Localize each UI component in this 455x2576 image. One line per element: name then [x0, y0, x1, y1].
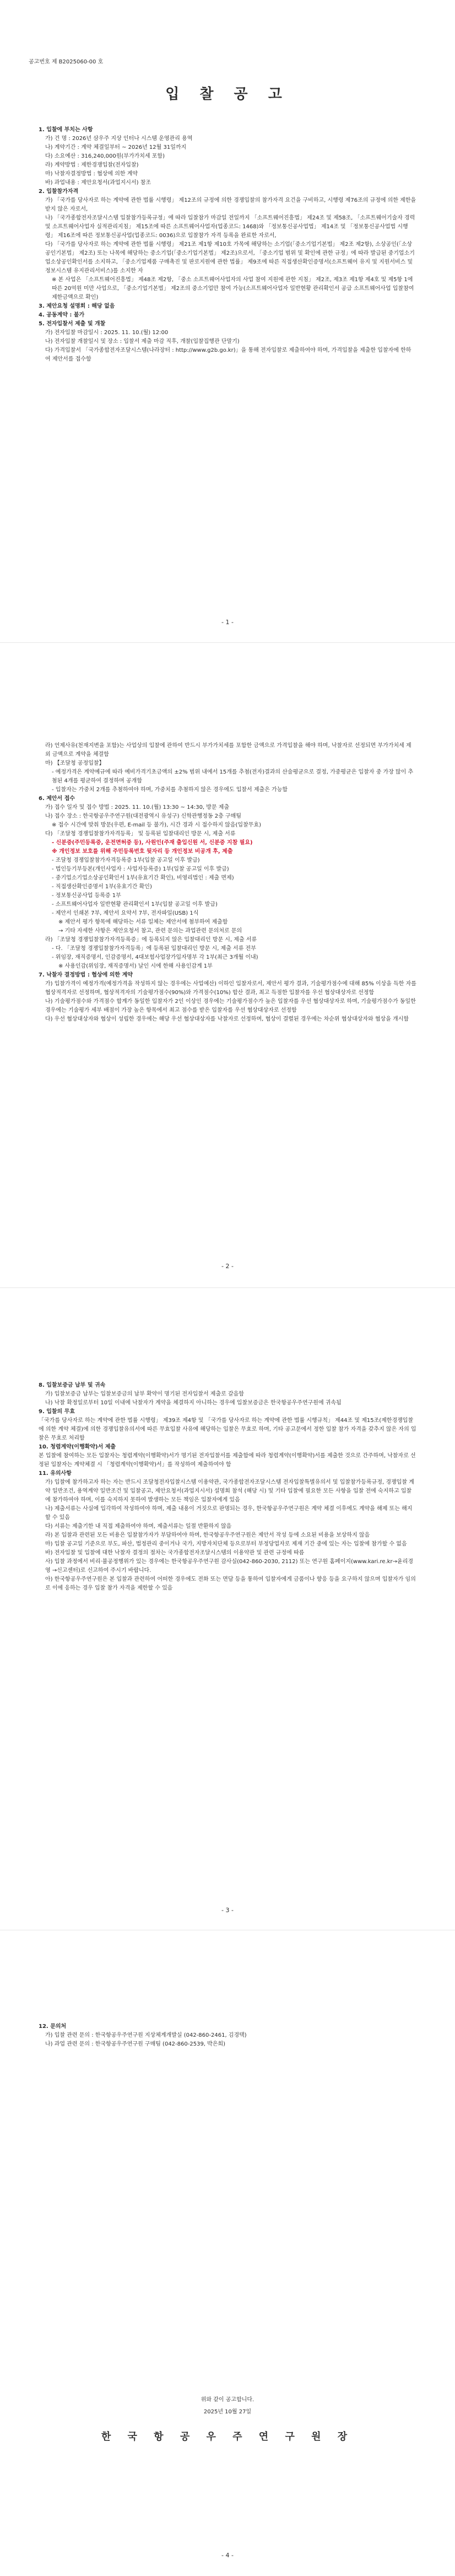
paragraph: 사) 입찰 과정에서 비리·불공정행위가 있는 경우에는 한국항공우주연구원 감사실(042-860-2030, 2112) 또는 연구원 홈페이지(www.kari.re.kr→윤리경영 →신고센터)로 신고하여 주시기 바랍니다. [45, 1559, 414, 1574]
paragraph: 나) 전자입찰 개찰일시 및 장소 : 입찰서 제출 마감 직후, 개찰(입찰집행관 단말기) [45, 339, 240, 345]
section-heading: 3. 제안요청 설명회 : 해당 없음 [39, 303, 115, 309]
paragraph: 가) 접수 일자 및 접수 방법 : 2025. 11. 10.(월) 13:30 ~ 14:30, 방문 제출 [45, 804, 230, 811]
paragraph: ※ 본 사업은 「소프트웨어진흥법」 제48조 제2항, 「중소 소프트웨어사업자의 사업 참여 지원에 관한 지침」 제2조, 제3조 제1항 제4호 및 제5항 1에 따른 20억원 미만 사업으로, 「중소기업기본법」 제2조의 중소기업만 참여 가능(소프트웨어사업자 일반현황 관리확인서 공급 소프트웨어사업 입찰참여 제한금액으로 확인) [52, 277, 414, 300]
paragraph: 나) 접수 장소 : 한국항공우주연구원(대전광역시 유성구) 신학관행정동 2층 구매팀 [45, 813, 241, 819]
paragraph: 가) 「국가를 당사자로 하는 계약에 관한 법률 시행령」 제12조의 규정에 의한 경쟁입찰의 참가자격 요건을 구비하고, 시행령 제76조의 규정에 의한 제한을 받지 않은 자로서, [45, 197, 416, 212]
page-number-2: - 2 - [221, 1263, 234, 1270]
document-title: 입 찰 공 고 [165, 86, 290, 103]
page-divider [0, 642, 455, 643]
paragraph: - 직접생산확인증명서 1부(유효기간 확인) [52, 884, 152, 890]
paragraph: - 입찰자는 가중치 2개를 추첨하여야 하며, 가중치를 추첨하지 않은 경우에도 입찰서 제출은 가능함 [52, 787, 288, 793]
paragraph: 마) 【조달청 공정입찰】 [45, 760, 105, 766]
paragraph: 나) 계약기간 : 계약 체결일부터 ~ 2026년 12월 31일까지 [45, 144, 187, 151]
paragraph: 「국가를 당사자로 하는 계약에 관한 법률 시행령」 제39조 제4항 및 「국가를 당사자로 하는 계약에 관한 법률 시행규칙」 제44조 및 제15조(제한경쟁입찰에 의한 계약 체결)에 의한 경쟁입찰유의서에 따른 무효입찰 사유에 해당하는 입찰은 무효로 하며, 기타 공고문에서 정한 입찰 참가 자격을 갖추지 않은 자의 입찰은 무효로 처리함 [39, 1418, 416, 1441]
page-divider [0, 1287, 455, 1288]
section-heading: 1. 입찰에 부치는 사항 [39, 127, 93, 133]
paragraph: 다) 우선 협상대상자와 협상이 성립한 경우에는 해당 우선 협상대상자를 낙찰자로 선정하며, 협상이 결렬된 경우에는 차순위 협상대상자와 협상을 개시함 [45, 1016, 409, 1022]
section-heading: 4. 공동계약 : 불가 [39, 312, 85, 318]
page-2-body [39, 742, 416, 1024]
paragraph: ※ 접수 시간에 맞춰 방문(우편, E-mail 등 불가), 시간 경과 시 접수하지 않음(입찰무효) [52, 822, 261, 828]
paragraph: - 정보통신공사업 등록증 1부 [52, 893, 121, 899]
section-heading: 12. 문의처 [39, 2024, 67, 2030]
closing-statement: 위와 같이 공고합니다. [201, 2397, 254, 2403]
paragraph: - 제안서 인쇄본 7부, 제안서 요약서 7부, 전자파일(USB) 1식 [52, 910, 199, 916]
paragraph: 가) 건 명 : 2026년 삼우주 지상 인터나 시스템 운영관리 용역 [45, 136, 193, 142]
paragraph: - 중기업소기업소상공인확인서 1부(유효기간 확인), 비영리법인 : 제출 면제) [52, 875, 234, 881]
page-number-4: - 4 - [221, 2552, 234, 2559]
paragraph: 가) 전자입찰 마감일시 : 2025. 11. 10.(월) 12:00 [45, 330, 169, 336]
paragraph: 라) 언제사유(천재지변을 포함)는 사업상의 입찰에 관하여 반드시 부가가치세를 포함한 금액으로 가격입찰을 해야 하며, 낙찰자로 선정되면 부가가치세 제외 금액으로 계약을 체결함 [45, 743, 411, 758]
section-heading: 6. 제안서 접수 [39, 796, 75, 802]
section-heading: 11. 유의사항 [39, 1471, 72, 1477]
paragraph: - 법인등기부등본(개인사업자 : 사업자등록증) 1부(입찰 공고일 이후 발급) [52, 866, 229, 872]
issuing-organization: 한 국 항 공 우 주 연 구 원 장 [101, 2431, 354, 2443]
paragraph: ※ 개인정보 보호를 위해 주민등록번호 뒷자리 등 개인정보 비공개 후, 제출 [52, 849, 233, 855]
section-heading: 8. 입찰보증금 납부 및 귀속 [39, 1382, 106, 1388]
section-heading: 9. 입찰의 무효 [39, 1409, 75, 1415]
paragraph: 마) 낙찰자결정방법 : 협상에 의한 계약 [45, 171, 138, 177]
paragraph: - 조달청 경쟁입찰참가자격등록증 1부(입찰 공고일 이후 발급) [52, 857, 200, 863]
page-number-1: - 1 - [221, 619, 234, 626]
page-1-body [39, 126, 416, 364]
paragraph: 가) 입찰에 참가하고자 하는 자는 반드시 조달청전자입찰시스템 이용약관, 국가종합전자조달시스템 전자입찰특별유의서 및 입찰참가등록규정, 경쟁입찰 계약 일반조건, 용역계약 일반조건 및 입찰공고, 제안요청서(과업지시서) 설명회 참석 (해당 시) 및 기타 입찰에 필요한 모든 사항을 입찰 전에 숙지하고 입찰에 참가하여야 하며, 이를 숙지하지 못하여 발생하는 모든 책임은 입찰자에게 있음 [45, 1479, 414, 1503]
paragraph: 라) 본 입찰과 관련된 모든 비용은 입찰참가자가 부담하여야 하며, 한국항공우주연구원은 제안서 작성 등에 소요된 비용을 보상하지 않음 [45, 1532, 370, 1538]
paragraph: 다) 가격입찰서 「국가종합전자조달시스템(나라장터 : http://www.g2b.go.kr)」을 통해 전자입찰로 제출하여야 하며, 가격입찰을 제출한 입찰자에 한하여 제안서를 접수함 [45, 347, 411, 362]
paragraph: - 다. 「조달청 경쟁입찰참가자격등록」에 등록된 입찰대리인 방문 시, 제출 서류 전부 [52, 946, 256, 952]
page-number-3: - 3 - [221, 1907, 234, 1914]
paragraph: - 신분증(주민등록증, 운전면허증 등), 사원인(주재 출입신원 서, 신분증 지참 필요) [52, 840, 253, 846]
paragraph: - 예정가격은 계약예규에 따라 예비가격기초금액의 ±2% 범위 내에서 15개를 추첨(전자)결과의 산술평균으로 결정, 가중평균은 입찰자 중 가장 많이 추첨된 4개를 평균하여 결정하며 공개함 [52, 769, 414, 784]
paragraph: 라) 「조달청 경쟁입찰참가자격등록증」에 등록되지 않은 입찰대리인 방문 시, 제출 서류 [45, 937, 257, 943]
paragraph: 다) 서류는 제출기한 내 직접 제출하여야 하며, 제출서류는 일절 반환하지 않음 [45, 1523, 232, 1530]
section-heading: 2. 입찰참가자격 [39, 189, 79, 195]
paragraph: 나) 제출서류는 사실에 입각하여 작성하여야 하며, 제출 내용이 거짓으로 판명되는 경우, 한국항공우주연구원은 계약 체결 이후에도 계약을 해제 또는 해지할 수 있음 [45, 1506, 413, 1521]
notice-date: 2025년 10월 27일 [203, 2409, 252, 2415]
paragraph: 가) 입찰보증금 납부는 입찰보증금의 납부 확약이 명기된 전자입찰서 제출로 갈음함 [45, 1391, 244, 1397]
paragraph: 나) 과업 관련 문의 : 한국항공우주연구원 구매팀 (042-860-2539, 박은희) [45, 2041, 226, 2047]
paragraph: 본 입찰에 참여하는 모든 입찰자는 청렴계약(이행확약)서가 명기된 전자입찰서를 제출함에 따라 청렴계약(이행확약)서를 제출한 것으로 간주하며, 낙찰자로 선정된 입찰자는 계약체결 시 「청렴계약(이행확약)서」를 작성하여 제출하여야 함 [39, 1453, 416, 1468]
paragraph: - 위임장, 재직증명서, 인감증명서, 4대보험사업장가입자명부 각 1부(최근 3개월 이내) [52, 954, 258, 960]
paragraph: 나) 낙찰 확정일로부터 10일 이내에 낙찰자가 계약을 체결하지 아니하는 경우에 입찰보증금은 한국항공우주연구원에 귀속됨 [45, 1400, 342, 1406]
section-heading: 7. 낙찰자 결정방법 : 협상에 의한 계약 [39, 972, 133, 978]
paragraph: 다) 「조달청 경쟁입찰참가자격등록」 및 등록된 입찰대리인 방문 시, 제출 서류 [45, 831, 236, 837]
section-heading: 10. 청렴계약(이행확약)서 제출 [39, 1444, 116, 1450]
paragraph: ※ 제안서 평가 항목에 해당하는 서류 일체는 제안서에 첨부하여 제출함 [58, 919, 228, 925]
section-heading: 5. 전자입찰서 제출 및 개찰 [39, 321, 106, 327]
paragraph: 나) 「국가종합전자조달시스템 입찰참가등록규정」에 따라 입찰참가 마감일 전일까지 「소프트웨어진흥법」 제24조 및 제58조, 「소프트웨어기술자 경력 및 소프트웨어사업자 실적관리지침」 제15조에 따른 소프트웨어사업자(업종코드: 1468)와 「정보통신공사업법」 제14조 및 「정보통신공사업법 시행령」 제16조에 따른 정보통신공사업(업종코드: 0036)으로 입찰참가 자격 등록을 완료한 자로서, [45, 215, 415, 239]
paragraph: ※ 사용인감(위임장, 재직증명서) 날인 시에 한해 사용인감계 1부 [58, 963, 213, 969]
paragraph: 바) 과업내용 : 제안요청서(과업지시서) 참조 [45, 180, 151, 186]
paragraph: 아) 한국항공우주연구원은 본 입찰과 관련하여 어떠한 경우에도 전화 또는 면담 등을 통하여 입찰자에게 금품이나 향응 등을 요구하지 않으며 입찰자가 임의로 이에 응하는 경우 입찰 참가 자격을 제한할 수 있음 [45, 1576, 416, 1591]
page-3-body [39, 1381, 416, 1593]
paragraph: 다) 「국가를 당사자로 하는 계약에 관한 법률 시행령」 제21조 제1항 제10호 가목에 해당하는 소기업(「중소기업기본법」 제2조 제2항), 소상공인(「소상공인기본법」 제2조) 또는 나목에 해당하는 중소기업(「중소기업기본법」 제2조)으로서, 「중소기업 범위 및 확인에 관한 규정」에 따라 발급된 중기업소기업소상공인확인서를 소지하고, 「중소기업제품 구매촉진 및 판로지원에 관한 법률」 제9조에 따른 직접생산확인증명서(소프트웨어 유지 및 지원서비스 및 정보시스템 유지관리서비스)를 소지한 자 [45, 242, 415, 274]
paragraph: → 기타 자세한 사항은 제안요청서 참고, 관련 문의는 과업관련 문의처로 문의 [58, 928, 242, 934]
paragraph: 라) 계약방법 : 제한경쟁입찰(전자입찰) [45, 162, 139, 168]
paragraph: 나) 기술평가점수와 가격점수 합계가 동일한 입찰자가 2인 이상인 경우에는 기술평가점수가 높은 입찰자를 우선 협상대상자로 하며, 기술평가점수가 동일한 경우에는 기술평가 세부 배점이 가장 높은 항목에서 최고 점수를 받은 입찰자를 우선 협상대상자로 선정함 [45, 999, 416, 1013]
paragraph: 가) 입찰 관련 문의 : 한국항공우주연구원 지상체계개발실 (042-860-2461, 김경택) [45, 2032, 247, 2038]
paragraph: 마) 입찰 공고일 기준으로 부도, 파산, 법정관리 중이거나 국가, 지방자치단체 등으로부터 부정당업자로 제재 기간 중에 있는 자는 입찰에 참가할 수 없음 [45, 1541, 407, 1547]
paragraph: 가) 입찰가격이 예정가격(예정가격을 작성하지 않는 경우에는 사업예산) 이하인 입찰자로서, 제안서 평가 결과, 기술평가점수에 대해 85% 이상을 득한 자를 협상적격자로 선정하며, 협상적격자의 기술평가점수(90%)와 가격점수(10%) 합산 결과, 최고 득점한 입찰자를 우선 협상대상자로 선정함 [45, 981, 416, 996]
paragraph: 바) 전자입찰 및 입찰에 대한 낙찰자 결정의 절차는 국가종합전자조달시스템의 이용약관 및 관련 규정에 따름 [45, 1550, 305, 1556]
notice-number: 공고번호 제 B2025060-00 호 [29, 59, 104, 65]
paragraph: 다) 소요예산 : 316,240,000원(부가가치세 포함) [45, 153, 165, 159]
paragraph: - 소프트웨어사업자 일반현황 관리확인서 1부(입찰 공고일 이후 발급) [52, 901, 218, 908]
page-4-body [39, 2022, 416, 2049]
